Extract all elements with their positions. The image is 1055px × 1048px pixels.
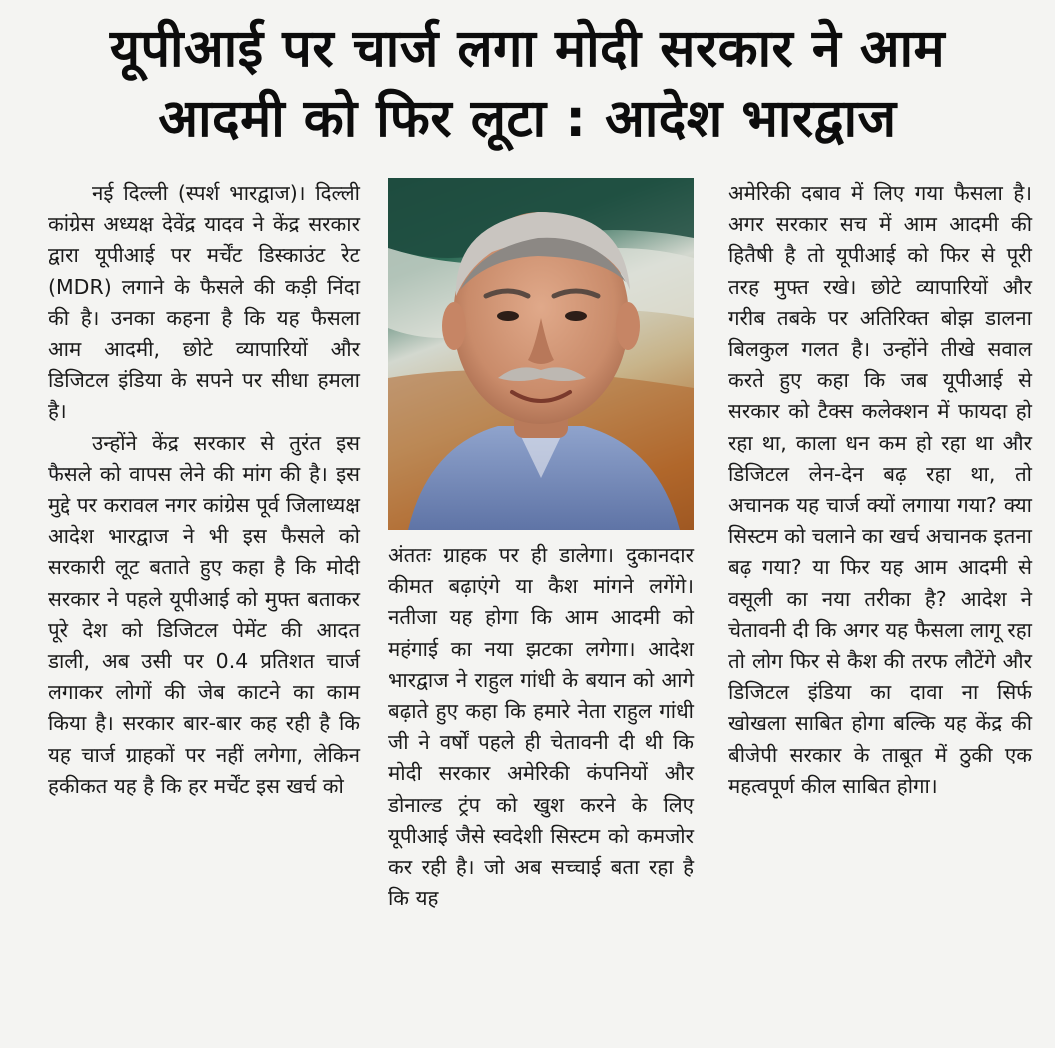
portrait-photo-illustration (388, 178, 694, 530)
headline-line-1: यूपीआई पर चार्ज लगा मोदी सरकार ने आम (109, 19, 946, 79)
article-paragraph: उन्होंने केंद्र सरकार से तुरंत इस फैसले को वापस लेने की मांग की है। इस मुद्दे पर करावल नगर कांग्रेस पूर्व जिलाध्यक्ष आदेश भारद्वाज ने भी इस फैसले को सरकारी लूट बताते हुए कहा है कि मोदी सरकार ने पहले यूपीआई को मुफ्त बताकर पूरे देश को डिजिटल पेमेंट की आदत डाली, अब उसी पर 0.4 प्रतिशत चार्ज लगाकर लोगों की जेब काटने का काम किया है। सरकार बार-बार कह रही है कि यह चार्ज ग्राहकों पर नहीं लगेगा, लेकिन हकीकत यह है कि हर मर्चेंट इस खर्च को (48, 430, 360, 798)
article-paragraph: नई दिल्ली (स्पर्श भारद्वाज)। दिल्ली कांग्रेस अध्यक्ष देवेंद्र यादव ने केंद्र सरकार द्वारा यूपीआई पर मर्चेंट डिस्काउंट रेट (MDR) लगाने के फैसले की कड़ी निंदा की है। उनका कहना है कि यह फैसला आम आदमी, छोटे व्यापारियों और डिजिटल इंडिया के सपने पर सीधा हमला है। (48, 181, 360, 424)
article-column-1 (48, 178, 360, 802)
headline (20, 14, 1035, 154)
headline-line-2: आदमी को फिर लूटा : आदेश भारद्वाज (158, 89, 897, 149)
article-column-2 (388, 540, 694, 914)
portrait-photo (388, 178, 694, 530)
article-paragraph: अंततः ग्राहक पर ही डालेगा। दुकानदार कीमत बढ़ाएंगे या कैश मांगने लगेंगे। नतीजा यह होगा कि आम आदमी को महंगाई का नया झटका लगेगा। आदेश भारद्वाज ने राहुल गांधी के बयान को आगे बढ़ाते हुए कहा कि हमारे नेता राहुल गांधी जी ने वर्षों पहले ही चेतावनी दी थी कि मोदी सरकार अमेरिकी कंपनियों और डोनाल्ड ट्रंप को खुश करने के लिए यूपीआई जैसे स्वदेशी सिस्टम को कमजोर कर रही है। जो अब सच्चाई बता रहा है कि यह (388, 543, 694, 911)
article-paragraph: अमेरिकी दबाव में लिए गया फैसला है। अगर सरकार सच में आम आदमी की हितैषी है तो यूपीआई को फिर से पूरी तरह मुफ्त रखे। छोटे व्यापारियों और गरीब तबके पर अतिरिक्त बोझ डालना बिलकुल गलत है। उन्होंने तीखे सवाल करते हुए कहा कि जब यूपीआई से सरकार को टैक्स कलेक्शन में फायदा हो रहा था, काला धन कम हो रहा था और डिजिटल लेन-देन बढ़ रहा था, तो अचानक यह चार्ज क्यों लगाया गया? क्या सिस्टम को चलाने का खर्च अचानक इतना बढ़ गया? या फिर यह आम आदमी से वसूली का नया तरीका है? आदेश ने चेतावनी दी कि अगर यह फैसला लागू रहा तो लोग फिर से कैश की तरफ लौटेंगे और डिजिटल इंडिया का दावा ना सिर्फ खोखला साबित होगा बल्कि यह केंद्र की बीजेपी सरकार के ताबूत में ठुकी एक महत्वपूर्ण कील साबित होगा। (728, 181, 1032, 798)
article-column-3 (728, 178, 1032, 802)
